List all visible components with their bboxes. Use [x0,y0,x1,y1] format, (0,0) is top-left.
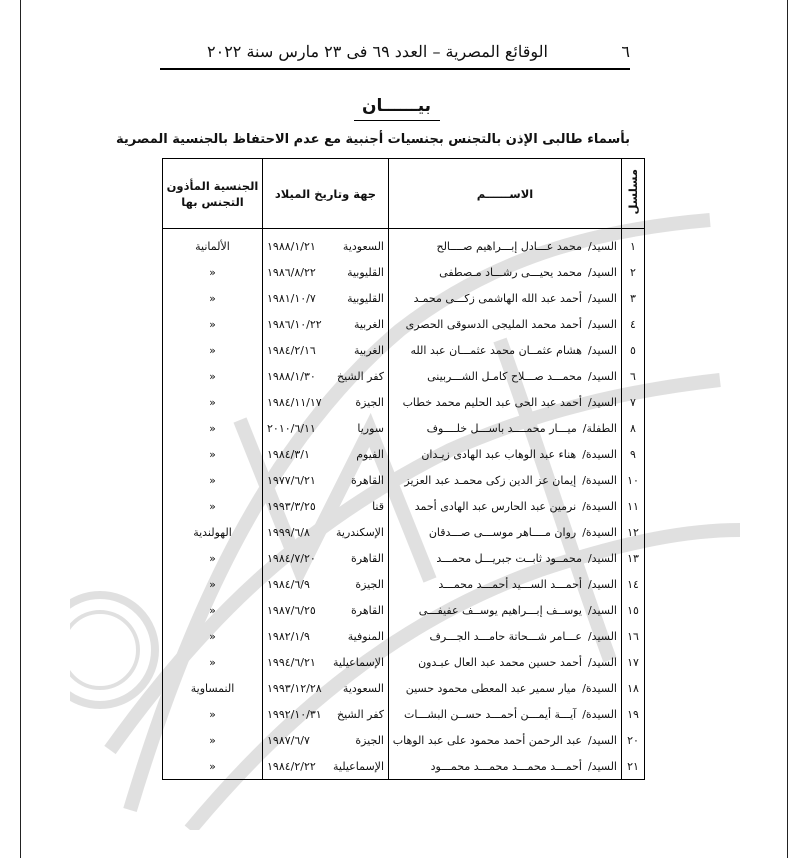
birth-date: ١٩٩٩/٦/٨ [267,525,310,539]
table-row [163,259,645,285]
cell-nationality: « [163,597,263,623]
cell-birth [263,519,389,545]
cell-serial: ١٣ [622,545,645,571]
cell-nationality: « [163,441,263,467]
table-row [163,675,645,701]
cell-birth [263,753,389,780]
birth-place: القليوبية [347,265,384,279]
birth-place: سوريا [357,421,384,435]
applicant-name: ميار سمير عبد المعطى محمود حسين [405,681,577,695]
cell-nationality: « [163,545,263,571]
applicant-name: نرمين عبد الحارس عبد الهادى أحمد [414,499,577,513]
header-nationality [163,159,263,229]
cell-serial: ١١ [622,493,645,519]
cell-birth [263,363,389,389]
cell-name [389,441,622,467]
applicant-name: أحمد عبد الحى عبد الحليم محمد خطاب [402,395,582,409]
cell-serial: ٣ [622,285,645,311]
cell-birth [263,649,389,675]
applicant-name: محمد يحيـــى رشـــاد مـصطفى [439,265,582,279]
birth-place: الجيزة [355,395,384,409]
cell-name [389,753,622,780]
cell-nationality: « [163,623,263,649]
birth-date: ١٩٨٨/١/٣٠ [267,369,316,383]
birth-date: ١٩٨٤/٧/٢٠ [267,551,316,565]
name-title: السيد/ [587,369,617,383]
cell-nationality: « [163,415,263,441]
name-title: السيد/ [587,291,617,305]
cell-birth [263,229,389,260]
birth-date: ١٩٨٦/٨/٢٢ [267,265,316,279]
cell-birth [263,701,389,727]
birth-date: ١٩٩٣/١٢/٢٨ [267,681,322,695]
table-row [163,727,645,753]
birth-place: قنا [372,499,384,513]
header-rule [160,68,630,70]
cell-serial: ٢ [622,259,645,285]
applicant-name: روان مــــاهر موســـى صـــدقان [428,525,577,539]
birth-date: ١٩٨٤/١١/١٧ [267,395,322,409]
name-title: السيد/ [587,395,617,409]
title-underline [354,120,440,121]
name-title: السيد/ [587,733,617,747]
applicant-name: أحمد حسين محمد عبد العال عبـدون [418,655,582,669]
applicant-name: عبد الرحمن أحمد محمود على عبد الوهاب [392,733,582,747]
cell-serial: ٩ [622,441,645,467]
birth-place: الإسماعيلية [333,759,384,773]
cell-name [389,337,622,363]
name-title: السيد/ [587,603,617,617]
cell-serial: ٨ [622,415,645,441]
table-row [163,701,645,727]
cell-nationality: « [163,649,263,675]
name-title: السيد/ [587,265,617,279]
name-title: السيدة/ [582,473,617,487]
cell-serial: ١٠ [622,467,645,493]
birth-date: ١٩٨٧/٦/٧ [267,733,310,747]
cell-serial: ٥ [622,337,645,363]
cell-nationality: « [163,311,263,337]
name-title: السيد/ [587,239,617,253]
birth-date: ١٩٨٧/٦/٢٥ [267,603,316,617]
applicant-name: آيـــة أيمـــن أحمـــد حســن البشـــات [404,707,577,721]
cell-birth [263,285,389,311]
page-header [160,42,630,64]
applicant-name: إيمان عز الدين زكى محمـد عبد العزيز [404,473,577,487]
name-title: السيد/ [587,343,617,357]
cell-birth [263,415,389,441]
cell-serial: ١٢ [622,519,645,545]
name-title: السيدة/ [582,499,617,513]
header-birth: جهة وتاريخ الميلاد [263,159,389,229]
applicant-name: محمــود ثابــت جبريـــل محمـــد [436,551,582,565]
applicant-name: محمد عـــادل إبـــراهيم صــــالح [436,239,582,253]
applicant-name: هناء عبد الوهاب عبد الهادى زيـدان [421,447,577,461]
cell-name [389,623,622,649]
applicant-name: أحمـــد محمـــد محمـــد محمـــود [430,759,582,773]
name-title: السيد/ [587,629,617,643]
birth-place: كفر الشيخ [336,369,384,383]
birth-place: القاهرة [351,473,384,487]
cell-birth [263,311,389,337]
cell-nationality: « [163,701,263,727]
name-title: السيدة/ [582,447,617,461]
birth-date: ١٩٨٤/٢/١٦ [267,343,316,357]
page-edge-left [20,0,21,858]
table-row [163,337,645,363]
birth-place: الجيزة [355,733,384,747]
birth-date: ١٩٨٨/١/٢١ [267,239,316,253]
cell-serial: ٧ [622,389,645,415]
table-row [163,519,645,545]
name-title: السيدة/ [582,681,617,695]
name-title: الطفلة/ [582,421,617,435]
name-title: السيد/ [587,577,617,591]
table-row [163,389,645,415]
cell-serial: ٢٠ [622,727,645,753]
birth-place: الفيوم [356,447,384,461]
page-edge-right [787,0,788,858]
header-nationality-line1: الجنسية المأذون [166,178,259,193]
cell-name [389,493,622,519]
cell-name [389,285,622,311]
cell-nationality: النمساوية [163,675,263,701]
cell-name [389,415,622,441]
cell-serial: ١٦ [622,623,645,649]
cell-name [389,701,622,727]
cell-birth [263,623,389,649]
applicant-name: أحمـــد الســـيد أحمـــد محمـــد [438,577,582,591]
birth-place: القاهرة [351,551,384,565]
table-row [163,311,645,337]
cell-nationality: « [163,571,263,597]
birth-date: ١٩٩٣/٣/٢٥ [267,499,316,513]
applicants-table [162,158,645,780]
cell-name [389,389,622,415]
birth-place: الغربية [353,343,384,357]
document-subtitle: بأسماء طالبى الإذن بالتجنس بجنسيات أجنبية مع عدم الاحتفاظ بالجنسية المصرية [116,132,630,147]
cell-nationality: الهولندية [163,519,263,545]
birth-date: ١٩٩٢/١٠/٣١ [267,707,322,721]
cell-birth [263,571,389,597]
cell-serial: ١٩ [622,701,645,727]
cell-name [389,545,622,571]
page-number: ٦ [621,42,630,61]
name-title: السيد/ [587,655,617,669]
table-row [163,571,645,597]
cell-serial: ٢١ [622,753,645,780]
applicant-name: هشام عثمــان محمد عثمـــان عبد الله [410,343,582,357]
birth-place: كفر الشيخ [336,707,384,721]
gazette-header-title: الوقائع المصرية – العدد ٦٩ فى ٢٣ مارس سنة ٢٠٢٢ [207,42,548,61]
table-row [163,467,645,493]
cell-name [389,597,622,623]
birth-date: ١٩٨٢/١/٩ [267,629,310,643]
birth-place: الجيزة [355,577,384,591]
table-row [163,623,645,649]
cell-serial: ١٤ [622,571,645,597]
cell-nationality: الألمانية [163,229,263,260]
cell-serial: ٦ [622,363,645,389]
applicant-name: عـــامر شـــحاتة حامـــد الجـــرف [429,629,582,643]
applicant-name: ميـــار محمــــد باســـل خلــــوف [426,421,577,435]
cell-birth [263,597,389,623]
cell-nationality: « [163,363,263,389]
cell-nationality: « [163,727,263,753]
table-row [163,597,645,623]
cell-nationality: « [163,493,263,519]
cell-birth [263,493,389,519]
table-row [163,649,645,675]
birth-date: ١٩٨١/١٠/٧ [267,291,316,305]
cell-name [389,363,622,389]
cell-serial: ١٨ [622,675,645,701]
cell-name [389,727,622,753]
applicant-name: محمـــد صـــلاح كامـل الشـــربينى [427,369,582,383]
birth-date: ١٩٧٧/٦/٢١ [267,473,316,487]
cell-serial: ١٧ [622,649,645,675]
birth-place: الإسكندرية [336,525,384,539]
name-title: السيد/ [587,551,617,565]
cell-name [389,467,622,493]
cell-name [389,571,622,597]
cell-nationality: « [163,337,263,363]
birth-place: السعودية [342,239,384,253]
table-row [163,753,645,780]
table-row [163,363,645,389]
cell-birth [263,441,389,467]
birth-place: السعودية [342,681,384,695]
cell-nationality: « [163,467,263,493]
cell-serial: ١٥ [622,597,645,623]
cell-serial: ٤ [622,311,645,337]
cell-birth [263,727,389,753]
cell-name [389,311,622,337]
birth-date: ٢٠١٠/٦/١١ [267,421,316,435]
birth-place: القاهرة [351,603,384,617]
header-name: الاســــــم [389,159,622,229]
header-serial: مسلسل [622,159,645,229]
table-row [163,285,645,311]
cell-birth [263,545,389,571]
cell-name [389,649,622,675]
cell-nationality: « [163,285,263,311]
name-title: السيد/ [587,759,617,773]
document-title: بيــــــان [361,96,432,116]
birth-date: ١٩٨٦/١٠/٢٢ [267,317,322,331]
table-row [163,545,645,571]
cell-name [389,519,622,545]
birth-date: ١٩٨٤/٢/٢٢ [267,759,316,773]
name-title: السيد/ [587,317,617,331]
cell-birth [263,337,389,363]
applicant-name: أحمد محمد المليجى الدسوقى الحصرى [405,317,582,331]
cell-name [389,229,622,260]
table-row [163,415,645,441]
cell-nationality: « [163,259,263,285]
cell-serial: ١ [622,229,645,260]
birth-place: المنوفية [347,629,384,643]
birth-place: الغربية [353,317,384,331]
applicant-name: أحمد عبد الله الهاشمى زكـــى محمـد [413,291,582,305]
cell-nationality: « [163,389,263,415]
birth-date: ١٩٩٤/٦/٢١ [267,655,316,669]
header-nationality-line2: التجنس بها [181,194,244,209]
cell-birth [263,389,389,415]
cell-name [389,675,622,701]
birth-place: الإسماعيلية [333,655,384,669]
name-title: السيدة/ [582,707,617,721]
table-row [163,441,645,467]
name-title: السيدة/ [582,525,617,539]
cell-nationality: « [163,753,263,780]
applicants-table-wrap [162,158,640,780]
birth-date: ١٩٨٤/٦/٩ [267,577,310,591]
birth-date: ١٩٨٤/٣/١ [267,447,310,461]
cell-birth [263,259,389,285]
table-header-row [163,159,645,229]
cell-birth [263,467,389,493]
table-row [163,493,645,519]
table-row [163,229,645,260]
birth-place: القليوبية [347,291,384,305]
cell-birth [263,675,389,701]
cell-name [389,259,622,285]
applicant-name: يوســف إبـــراهيم يوســف عفيفـــى [418,603,582,617]
